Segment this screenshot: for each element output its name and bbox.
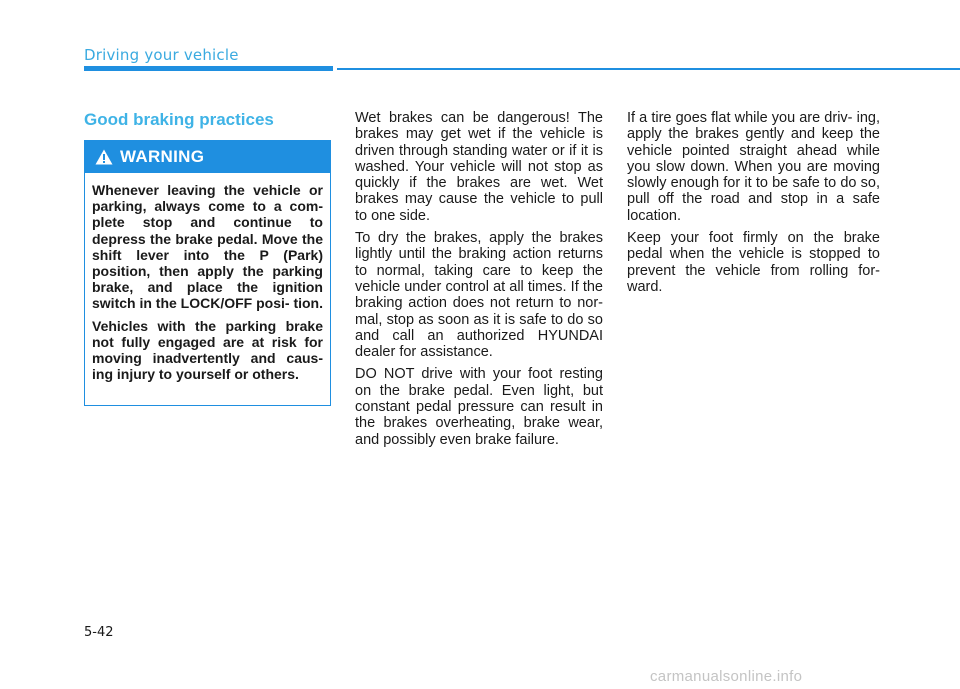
- body-paragraph: DO NOT drive with your foot resting on the brake pedal. Even light, but constant pedal pressure can result in the brakes overheating, brake wear, and possibly even brake failure.: [355, 366, 603, 448]
- body-paragraph: Keep your foot firmly on the brake pedal when the vehicle is stopped to prevent the vehicle from rolling for- ward.: [627, 230, 880, 295]
- body-paragraph: To dry the brakes, apply the brakes lightly until the braking action returns to normal, taking care to keep the vehicle under control at all times. If the braking action does not return to nor- mal, stop as soon as it is safe to do so and call an authorized HYUNDAI dealer for assistance.: [355, 230, 603, 361]
- page-number: 5-42: [84, 625, 114, 640]
- watermark: carmanualsonline.info: [650, 668, 803, 685]
- header-rule-thin: [337, 68, 960, 70]
- warning-header: [85, 141, 330, 173]
- warning-box: [84, 140, 331, 406]
- header-rule-thick: [84, 66, 333, 71]
- page-heading: Good braking practices: [84, 110, 274, 129]
- body-paragraph: If a tire goes flat while you are driv- ing, apply the brakes gently and keep the vehicle pointed straight ahead while you slow down. When you are moving slowly enough for it to be safe to do so, pull off the road and stop in a safe location.: [627, 110, 880, 224]
- warning-paragraph: Whenever leaving the vehicle or parking, always come to a com- plete stop and continue to depress the brake pedal. Move the shift lever into the P (Park) position, then apply the parking brake, and place the ignition switch in the LOCK/OFF posi- tion.: [92, 182, 323, 312]
- warning-label: WARNING: [120, 147, 205, 166]
- text-column-right: [627, 110, 880, 301]
- section-title: Driving your vehicle: [84, 46, 239, 64]
- body-paragraph: Wet brakes can be dangerous! The brakes may get wet if the vehicle is driven through standing water or if it is washed. Your vehicle will not stop as quickly if the brakes are wet. Wet brakes may cause the vehicle to pull to one side.: [355, 110, 603, 224]
- warning-body: [85, 173, 330, 382]
- text-column-middle: [355, 110, 603, 454]
- warning-paragraph: Vehicles with the parking brake not fully engaged are at risk for moving inadvertently and caus- ing injury to yourself or others.: [92, 317, 323, 383]
- warning-triangle-icon: [95, 149, 113, 165]
